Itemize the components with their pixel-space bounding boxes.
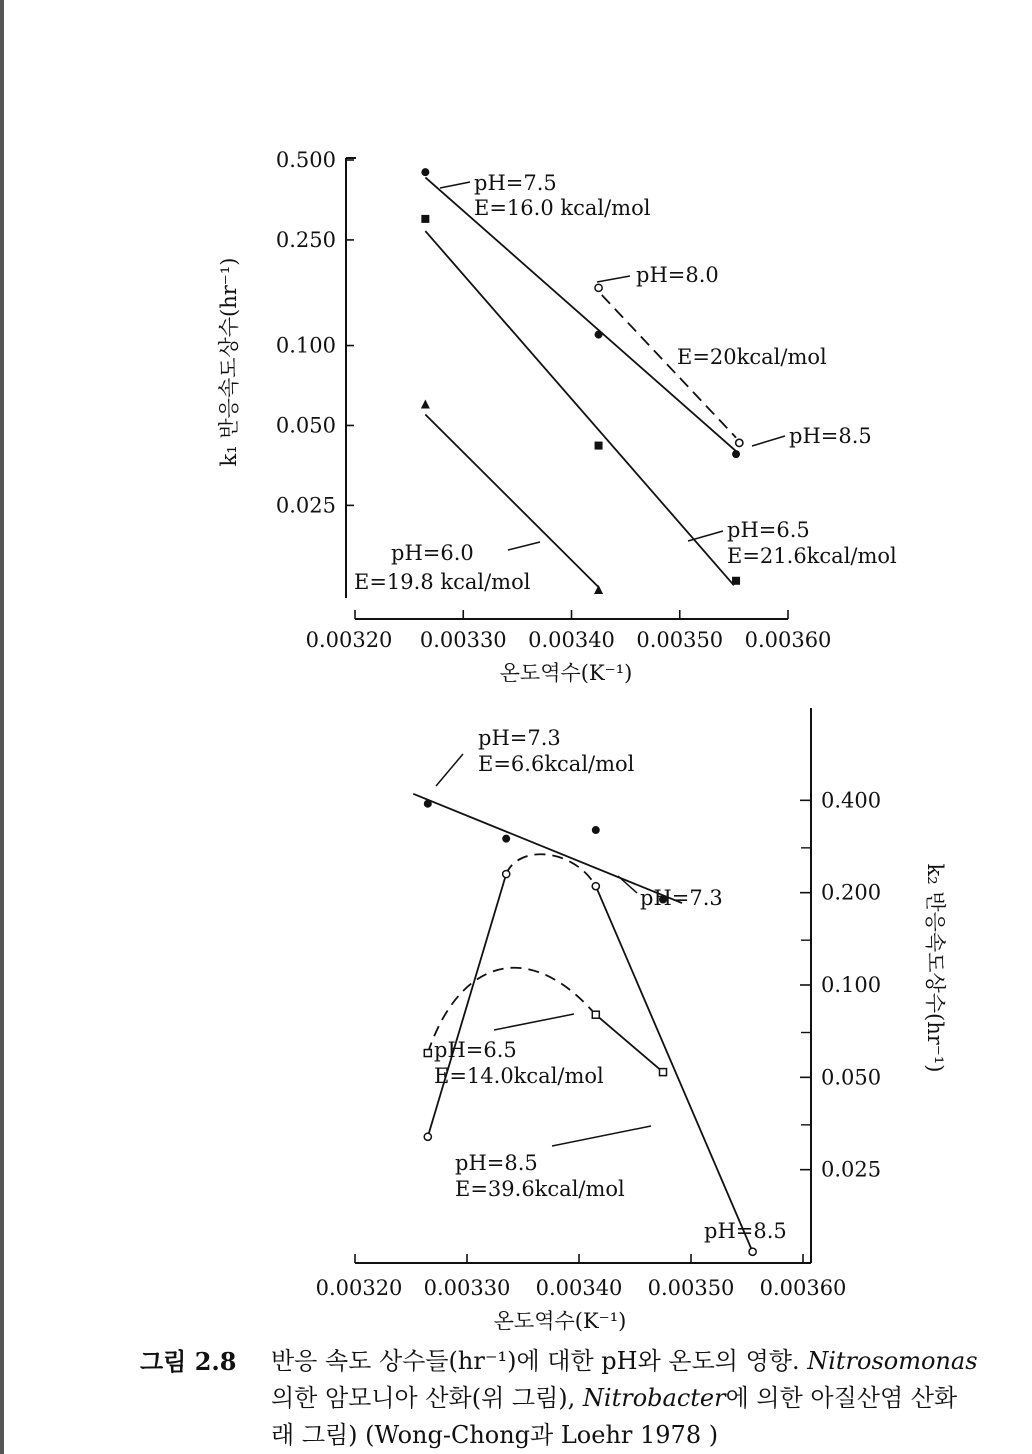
top-y-tick-label: 0.250	[275, 227, 336, 252]
top-y-tick-label: 0.500	[275, 148, 336, 172]
bottom-y-axis-title: k₂ 반응속도상수(hr⁻¹)	[923, 863, 947, 1073]
label-ph80: pH=8.0	[636, 263, 719, 287]
data-point-ph85	[503, 870, 510, 877]
bottom-x-tick-label: 0.00340	[535, 1276, 623, 1300]
leader-ph85	[752, 436, 785, 446]
top-y-tick-label: 0.025	[275, 493, 336, 518]
caption-line-1	[271, 1343, 978, 1380]
bottom-y-tick-label: 0.050	[821, 1065, 882, 1090]
top-x-tick-label: 0.00340	[528, 628, 615, 652]
leader-ph60	[508, 542, 540, 550]
data-point-ph75	[595, 331, 603, 339]
data-point-ph73	[424, 800, 432, 808]
data-point-ph65	[595, 442, 603, 450]
data-point-ph65	[592, 1011, 599, 1018]
data-point-ph75	[732, 450, 740, 458]
label-e85-bottom: E=39.6kcal/mol	[455, 1177, 625, 1201]
label-ph73-top: pH=7.3	[478, 726, 561, 750]
bottom-y-tick-label: 0.200	[821, 880, 882, 905]
top-x-tick-label: 0.00330	[419, 628, 507, 652]
bottom-x-tick-label: 0.00350	[647, 1276, 735, 1300]
leader-ph85-bottom	[552, 1126, 651, 1146]
caption-line-3: 래 그림) (Wong-Chong과 Loehr 1978 )	[271, 1421, 719, 1449]
label-e75: E=16.0 kcal/mol	[474, 196, 651, 220]
data-point-ph60	[594, 585, 603, 594]
data-point-ph73	[592, 826, 600, 834]
top-x-tick-label: 0.00350	[636, 628, 724, 652]
leader-ph65-bottom	[494, 1014, 574, 1030]
bottom-y-tick-label: 0.100	[821, 973, 882, 997]
label-ph85: pH=8.5	[789, 424, 872, 448]
label-ph85-bottom: pH=8.5	[455, 1151, 538, 1175]
label-ph65-bottom: pH=6.5	[434, 1038, 517, 1062]
caption-text	[271, 1343, 978, 1454]
label-e73: E=6.6kcal/mol	[478, 752, 635, 776]
label-e65-bottom: E=14.0kcal/mol	[434, 1064, 604, 1088]
top-y-axis-title: k₁ 반응속도상수(hr⁻¹)	[217, 257, 241, 467]
bottom-x-tick-label: 0.00360	[759, 1276, 847, 1300]
data-point-ph65	[421, 215, 429, 223]
bottom-y-tick-label: 0.400	[821, 788, 882, 813]
label-e80: E=20kcal/mol	[677, 345, 827, 369]
top-x-tick-label: 0.00360	[744, 628, 832, 652]
top-x-tick-label: 0.00320	[305, 628, 393, 652]
caption-line-2	[271, 1380, 978, 1417]
bottom-chart	[316, 708, 947, 1333]
caption-line-1-text: 반응 속도 상수들(hr⁻¹)에 대한 pH와 온도의 영향.	[271, 1347, 808, 1375]
figure-number: 그림 2.8	[140, 1347, 237, 1376]
bottom-chart-tick-labels	[316, 788, 882, 1300]
label-ph60: pH=6.0	[391, 541, 474, 565]
data-point-ph65	[660, 1069, 667, 1076]
top-chart-data-points	[421, 168, 743, 594]
top-chart-fit-lines	[425, 177, 736, 587]
leader-ph73-top	[436, 754, 463, 786]
label-e65: E=21.6kcal/mol	[727, 544, 897, 568]
data-point-ph65	[732, 577, 740, 585]
bottom-x-tick-label: 0.00320	[315, 1276, 403, 1300]
top-chart	[217, 148, 897, 685]
data-point-ph85	[424, 1133, 431, 1140]
top-y-tick-label: 0.100	[275, 333, 336, 358]
caption-line-2-text-a: 의한 암모니아 산화(위 그림),	[271, 1384, 583, 1412]
data-point-ph75	[421, 168, 429, 176]
data-point-ph85	[592, 883, 599, 890]
caption-nitrobacter: Nitrobacter	[582, 1384, 726, 1412]
label-ph73-right: pH=7.3	[640, 886, 723, 910]
leader-ph65	[688, 531, 723, 541]
caption-line-2-text-b: 에 의한 아질산염 산화	[725, 1384, 958, 1412]
caption-nitrosomonas: Nitrosomonas	[807, 1347, 978, 1375]
label-ph65: pH=6.5	[727, 518, 810, 542]
label-ph75: pH=7.5	[474, 171, 557, 195]
data-point-ph65	[424, 1050, 431, 1057]
fit-curve-ph85-peak	[506, 854, 596, 886]
data-point-ph73	[502, 835, 510, 843]
fit-line-ph65-falling	[596, 1015, 663, 1072]
top-x-axis-title: 온도역수(K⁻¹)	[499, 661, 633, 685]
top-y-tick-label: 0.050	[275, 413, 336, 438]
label-e60: E=19.8 kcal/mol	[354, 570, 531, 594]
label-ph85-point: pH=8.5	[704, 1219, 787, 1243]
data-point-ph85	[749, 1248, 756, 1255]
bottom-x-axis-title: 온도역수(K⁻¹)	[493, 1309, 627, 1333]
bottom-x-tick-label: 0.00330	[423, 1276, 511, 1300]
bottom-y-tick-label: 0.025	[821, 1157, 882, 1182]
data-point-ph80	[595, 284, 602, 291]
leader-ph80	[597, 276, 630, 282]
data-point-ph60	[421, 399, 430, 408]
leader-ph75	[440, 182, 470, 188]
fit-line-ph85-rising	[428, 874, 506, 1137]
data-point-ph85	[736, 439, 743, 446]
